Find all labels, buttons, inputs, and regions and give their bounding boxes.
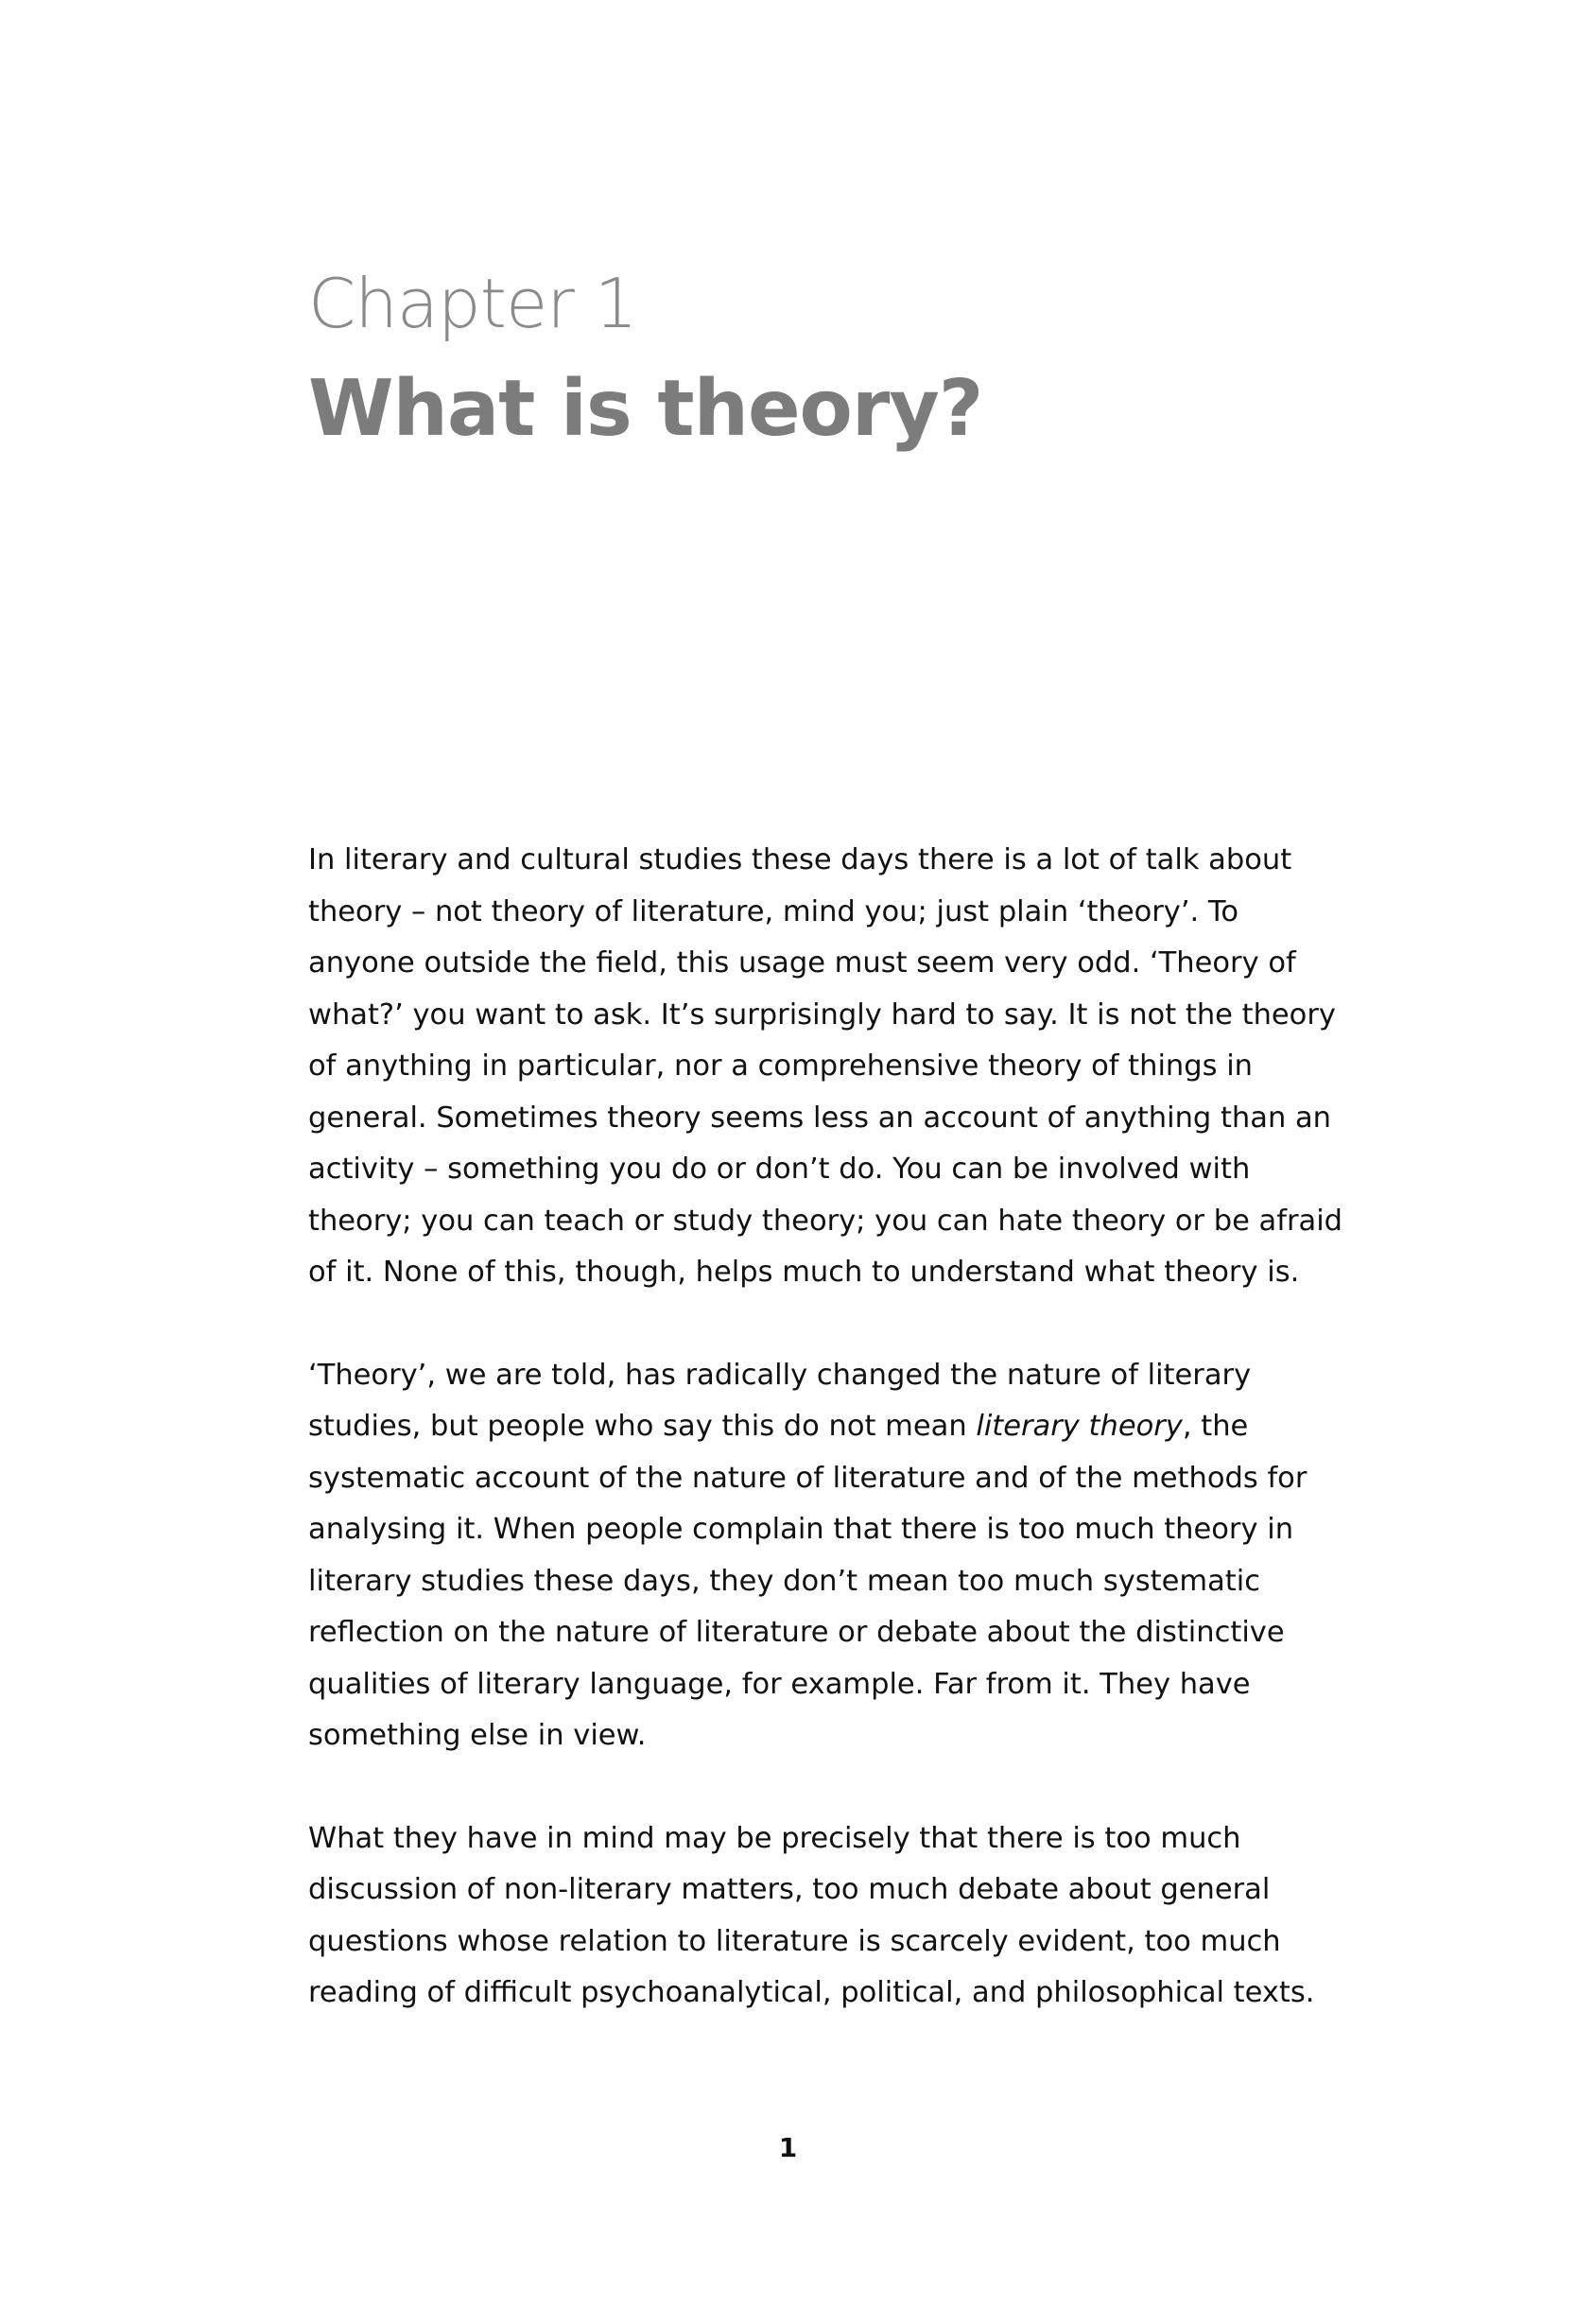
body-text: [308, 835, 1343, 2071]
text-line: In literary and cultural studies these days there is a lot of talk about: [308, 843, 1292, 876]
text-line: systematic account of the nature of literature and of the methods for: [308, 1461, 1308, 1495]
text-line: anyone outside the field, this usage must seem very odd. ‘Theory of: [308, 946, 1296, 980]
text-line: theory; you can teach or study theory; you can hate theory or be afraid: [308, 1204, 1343, 1238]
text-line: questions whose relation to literature is scarcely evident, too much: [308, 1924, 1281, 1958]
text-line: analysing it. When people complain that there is too much theory in: [308, 1513, 1294, 1546]
text-line: What they have in mind may be precisely that there is too much: [308, 1821, 1241, 1855]
text-line: discussion of non-literary matters, too much debate about general: [308, 1873, 1271, 1906]
chapter-title: What is theory?: [308, 364, 983, 454]
chapter-label: Chapter 1: [308, 264, 637, 343]
italic-term: literary theory: [976, 1410, 1183, 1443]
text-line: what?’ you want to ask. It’s surprisingly hard to say. It is not the theory: [308, 997, 1336, 1032]
text-line: reflection on the nature of literature or debate about the distinctive: [308, 1616, 1285, 1649]
text-line: literary studies these days, they don’t mean too much systematic: [308, 1564, 1260, 1598]
text-line: reading of difficult psychoanalytical, political, and philosophical texts.: [308, 1976, 1315, 2009]
text-segment: , the: [1182, 1410, 1249, 1443]
paragraph-1: [308, 835, 1343, 1299]
text-line: of anything in particular, nor a comprehensive theory of things in: [308, 1049, 1254, 1083]
text-line: [308, 1401, 1310, 1453]
page-number: 1: [778, 2132, 798, 2163]
text-line: theory – not theory of literature, mind you; just plain ‘theory’. To: [308, 894, 1239, 928]
text-segment: studies, but people who say this do not mean: [308, 1410, 977, 1443]
text-line: something else in view.: [308, 1719, 647, 1752]
text-line: general. Sometimes theory seems less an account of anything than an: [308, 1101, 1331, 1135]
paragraph-2: [308, 1350, 1310, 1762]
text-line: activity – something you do or don’t do. You can be involved with: [308, 1153, 1251, 1186]
text-line: qualities of literary language, for example. Far from it. They have: [308, 1667, 1251, 1701]
paragraph-3: [308, 1813, 1315, 2020]
text-line: ‘Theory’, we are told, has radically changed the nature of literary: [308, 1358, 1252, 1392]
text-line: of it. None of this, though, helps much to understand what theory is.: [308, 1256, 1300, 1289]
